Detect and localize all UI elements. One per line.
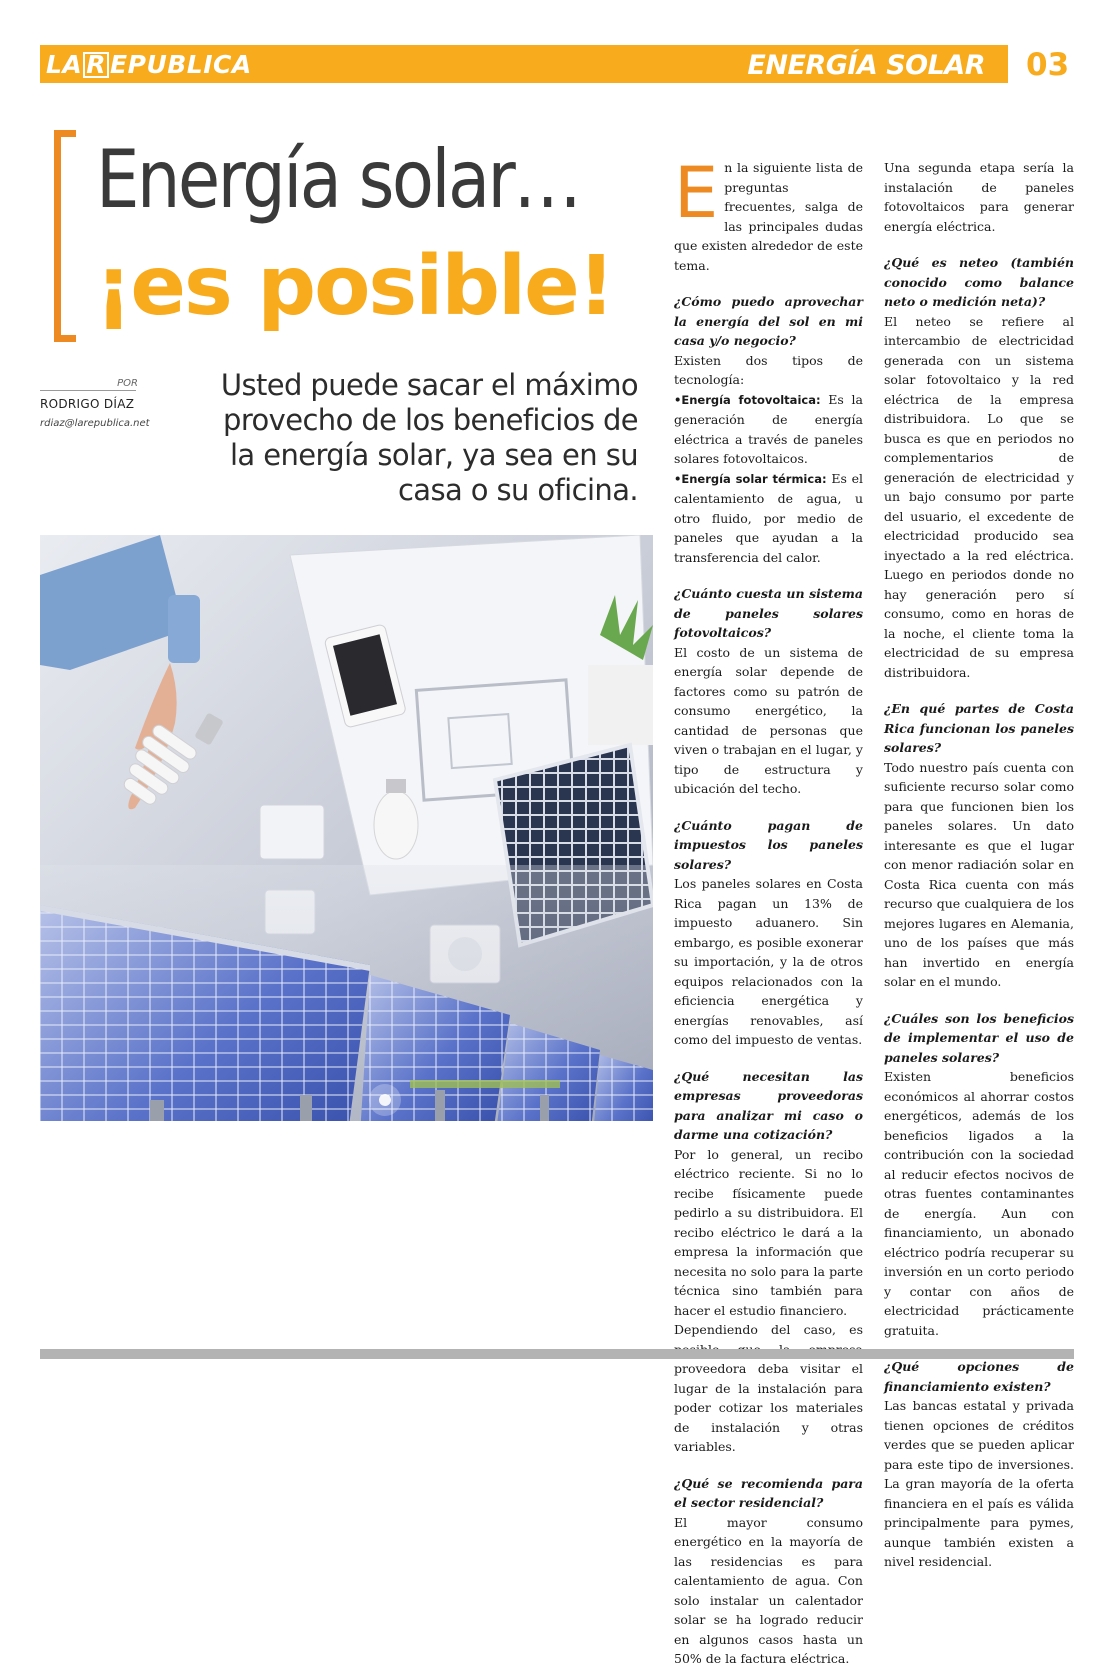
headline-line-1: Energía solar…: [96, 133, 580, 226]
question-4: ¿Qué necesitan las empresas proveedoras para analizar mi caso o darme una cotización?: [674, 1068, 863, 1142]
answer-3: Los paneles solares en Costa Rica pagan un 13% de impuesto aduanero. Sin embargo, es posible exonerar su importación, y la de otros equipos relacionados con la eficiencia energética y energías renovables, así como del impuesto de ventas.: [674, 876, 863, 1047]
answer-1-bullet-1: [674, 390, 863, 469]
drop-cap: E: [674, 152, 719, 234]
answer-5-part-2: Una segunda etapa sería la instalación de paneles fotovoltaicos para generar energía eléctrica.: [884, 160, 1074, 234]
logo-mark: R: [83, 52, 109, 78]
solar-panels-illustration: [40, 535, 653, 1121]
title-bracket: [54, 130, 76, 342]
intro-paragraph: [674, 152, 863, 275]
question-7: ¿En qué partes de Costa Rica funcionan los paneles solares?: [884, 701, 1074, 755]
bullet-1-term: •Energía fotovoltaica:: [674, 392, 821, 407]
question-3: ¿Cuánto pagan de impuestos los paneles solares?: [674, 817, 863, 872]
question-9: ¿Qué opciones de financiamiento existen?: [884, 1359, 1074, 1394]
answer-8: Existen beneficios económicos al ahorrar costos energéticos, además de los beneficios ligados a la contribución con la sociedad al reducir efectos nocivos de otras fuentes contaminantes de energía. Aun con financiamiento, un abonado eléctrico podría recuperar su inversión en un corto periodo y contar con años de electricidad prácticamente gratuita.: [884, 1069, 1074, 1338]
article-column-1: [674, 152, 864, 1669]
question-8: ¿Cuáles son los beneficios de implementar el uso de paneles solares?: [884, 1010, 1074, 1065]
bullet-2-text: Es el calentamiento de agua, u otro fluido, por medio de paneles que ayudan a la transferencia del calor.: [674, 470, 863, 565]
section-title: ENERGÍA SOLAR: [747, 50, 985, 81]
question-5: ¿Qué se recomienda para el sector residencial?: [674, 1475, 863, 1510]
byline-label: POR: [117, 378, 138, 389]
byline-author: RODRIGO DÍAZ: [40, 397, 135, 411]
page-number: 03: [1026, 47, 1070, 83]
byline-rule: [40, 390, 136, 391]
answer-5-part-1: El mayor consumo energético en la mayoría de las residencias es para calentamiento de agua. Con solo instalar un calentador solar se ha logrado reducir en algunos casos hasta un 50% de la factura eléctrica.: [674, 1514, 863, 1666]
answer-1: Existen dos tipos de tecnología:: [674, 352, 863, 387]
bullet-1-text: Es la generación de energía eléctrica a través de paneles solares fotovoltaicos.: [674, 391, 864, 466]
answer-9: Las bancas estatal y privada tienen opciones de créditos verdes que se pueden aplicar para este tipo de inversiones. La gran mayoría de la oferta financiera en el país es válida principalmente para pymes, aunque también existen a nivel residencial.: [884, 1398, 1074, 1569]
article-column-2: [884, 158, 1074, 1572]
footer-bar: [40, 1349, 1074, 1359]
byline-email[interactable]: rdiaz@larepublica.net: [40, 418, 150, 429]
question-2: ¿Cuánto cuesta un sistema de paneles solares fotovoltaicos?: [674, 586, 863, 640]
logo-text-right: EPUBLICA: [110, 50, 252, 79]
answer-6: El neteo se refiere al intercambio de electricidad generada con un sistema solar fotovoltaico y la red eléctrica de la empresa distribuidora. Lo que se busca es que en periodos no complementarios de generación de electricidad y un bajo consumo por parte del usuario, el excedente de electricidad producido sea inyectado a la red eléctrica. Luego en periodos donde no hay generación pero sí consumo, como en horas de la noche, el cliente toma la electricidad de su empresa distribuidora.: [884, 313, 1074, 680]
answer-4-part-1: Por lo general, un recibo eléctrico reciente. Si no lo recibe físicamente puede pedirlo a su distribuidora. El recibo eléctrico le dará a la empresa la información que necesita no solo para la parte técnica sino también para hacer el estudio financiero.: [674, 1146, 863, 1318]
publication-logo[interactable]: [46, 49, 252, 81]
bullet-2-term: •Energía solar térmica:: [674, 471, 827, 486]
answer-2: El costo de un sistema de energía solar depende de factores como su patrón de consumo energético, la cantidad de personas que viven o trabajan en el lugar, y tipo de estructura y ubicación del techo.: [674, 644, 863, 796]
question-6: ¿Qué es neteo (también conocido como balance neto o medición neta)?: [884, 255, 1074, 309]
answer-4-part-2: Dependiendo del caso, es proveedora deba visitar el lugar de la instalación para poder cotizar los materiales de instalación y otras variables.: [674, 1322, 863, 1454]
answer-7: Todo nuestro país cuenta con suficiente recurso solar como para que funcionen bien los paneles solares. Un dato interesante es que el lugar con menor radiación solar en Costa Rica cuenta con más recurso que cualquiera de los mejores lugares en Alemania, uno de los países que más han invertido en energía solar en el mundo.: [884, 759, 1074, 989]
intro-text: n la siguiente lista de preguntas frecuentes, salga de las principales dudas que existen alrededor de este tema.: [674, 160, 863, 273]
headline-line-2: ¡es posible!: [95, 239, 614, 334]
answer-1-bullet-2: [674, 469, 863, 568]
question-1: ¿Cómo puedo aprovechar la energía del sol en mi casa y/o negocio?: [674, 294, 863, 348]
article-photo: [40, 535, 653, 1121]
article-deck: Usted puede sacar el máximo provecho de los beneficios de la energía solar, ya sea en su casa o su oficina.: [220, 368, 638, 507]
logo-text-left: LA: [46, 50, 83, 79]
